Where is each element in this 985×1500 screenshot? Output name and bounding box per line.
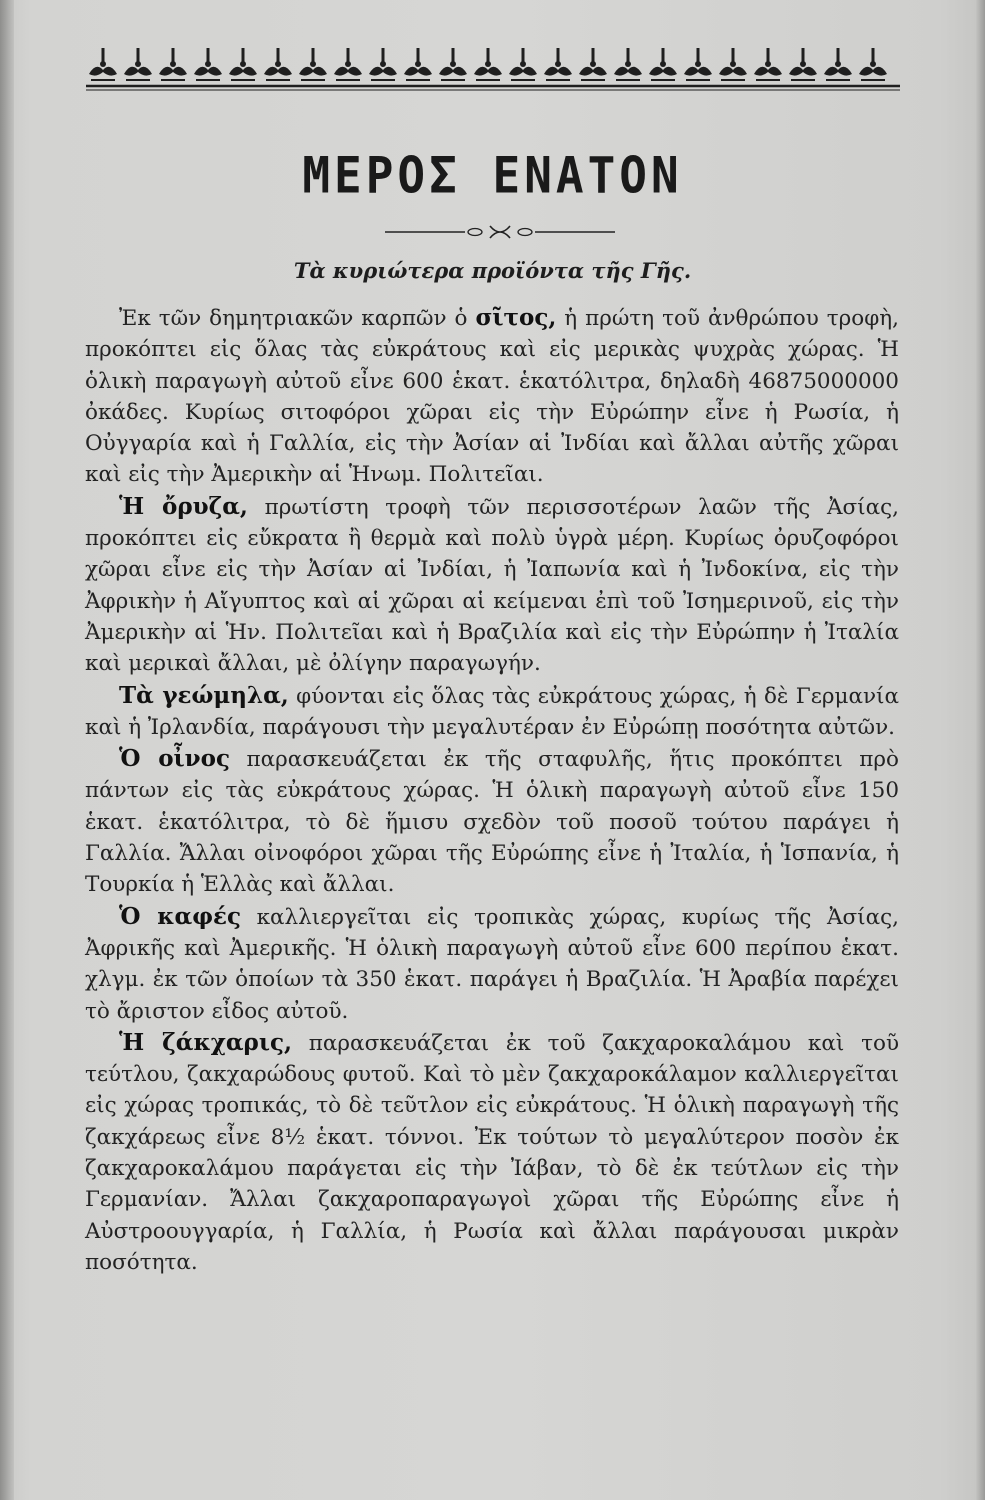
paragraph-keyword: Ἡ ζάκχαρις, (119, 1028, 292, 1056)
paragraph-text: παρασκευάζεται ἐκ τῆς σταφυλῆς, ἥτις προκόπτει πρὸ πάντων εἰς τὰς εὐκράτους χώρας. Ἡ ὁλικὴ παραγωγὴ αὐτοῦ εἶνε 150 ἑκατ. ἑκατόλιτρα, τὸ δὲ ἥμισυ σχεδὸν τοῦ ποσοῦ τούτου παράγει ἡ Γαλλία. Ἄλλαι οἰνοφόροι χῶραι τῆς Εὐρώπης εἶνε ἡ Ἰταλία, ἡ Ἱσπανία, ἡ Τουρκία ἡ Ἑλλὰς καὶ ἄλλαι. (85, 747, 899, 898)
paragraph-coffee (85, 901, 899, 1027)
chapter-title: ΜΕΡΟΣ ΕΝΑΤΟΝ (302, 145, 683, 205)
paragraph-rice (85, 491, 899, 680)
title-divider-ornament (385, 222, 615, 242)
paragraph-text: παρασκευάζεται ἐκ τοῦ ζακχαροκαλάμου καὶ τοῦ τεύτλου, ζακχαρώδους φυτοῦ. Καὶ τὸ μὲν ζακχαροκάλαμον καλλιεργεῖται εἰς χώρας τροπικάς, τὸ δὲ τεῦτλον εἰς εὐκράτους. Ἡ ὁλικὴ παραγωγὴ τῆς ζακχάρεως εἶνε 8½ ἑκατ. τόννοι. Ἐκ τούτων τὸ μεγαλύτερον ποσὸν ἐκ ζακχαροκαλάμου παράγεται εἰς τὴν Ἰάβαν, τὸ δὲ ἐκ τεύτλων εἰς τὴν Γερμανίαν. Ἄλλαι ζακχαροπαραγωγοὶ χῶραι τῆς Εὐρώπης εἶνε ἡ Αὐστροουγγαρία, ἡ Γαλλία, ἡ Ρωσία καὶ ἄλλαι παράγουσαι μικρὰν ποσότητα. (85, 1030, 900, 1275)
paragraph-keyword: Ἡ ὄρυζα, (119, 492, 248, 520)
section-subtitle: Τὰ κυριώτερα προϊόντα τῆς Γῆς. (293, 258, 692, 283)
paragraph-text: φύονται εἰς ὅλας τὰς εὐκράτους χώρας, ἡ δὲ Γερμανία καὶ ἡ Ἰρλανδία, παράγουσι τὴν μεγαλυτέραν ἐν Εὐρώπῃ ποσότητα αὐτῶν. (85, 683, 899, 740)
paragraph-potatoes (85, 680, 899, 744)
paragraph-keyword: Τὰ γεώμηλα, (119, 681, 289, 709)
page-edge-shadow (975, 0, 985, 1500)
header-ornament-border (86, 42, 900, 92)
paragraph-text: πρωτίστη τροφὴ τῶν περισσοτέρων λαῶν τῆς Ἀσίας, προκόπτει εἰς εὔκρατα ἢ θερμὰ καὶ πολὺ ὑγρὰ μέρη. Κυρίως ὀρυζοφόροι χῶραι εἶνε εἰς τὴν Ἀσίαν αἱ Ἰνδίαι, ἡ Ἰαπωνία καὶ ἡ Ἰνδοκίνα, εἰς τὴν Ἀφρικὴν ἡ Αἴγυπτος καὶ αἱ χῶραι αἱ κείμεναι ἐπὶ τοῦ Ἰσημερινοῦ, εἰς τὴν Ἀμερικὴν αἱ Ἡν. Πολιτεῖαι καὶ ἡ Βραζιλία καὶ εἰς τὴν Εὐρώπην ἡ Ἰταλία καὶ μερικαὶ ἄλλαι, μὲ ὀλίγην παραγωγήν. (85, 494, 899, 677)
paragraph-keyword: σῖτος, (475, 304, 557, 331)
paragraph-keyword: Ὁ καφές (119, 902, 241, 930)
paragraph-sugar (85, 1027, 899, 1278)
paragraph-wine (85, 743, 899, 900)
page-spine-shadow (0, 0, 14, 1500)
body-text (85, 302, 899, 1278)
paragraph-lead-text: Ἐκ τῶν δημητριακῶν καρπῶν ὁ (119, 306, 476, 331)
paragraph-text: καλλιεργεῖται εἰς τροπικὰς χώρας, κυρίως τῆς Ἀσίας, Ἀφρικῆς καὶ Ἀμερικῆς. Ἡ ὁλικὴ παραγωγὴ αὐτοῦ εἶνε 600 περίπου ἑκατ. χλγμ. ἐκ τῶν ὁποίων τὰ 350 ἑκατ. παράγει ἡ Βραζιλία. Ἡ Ἀραβία παρέχει τὸ ἄριστον εἶδος αὐτοῦ. (85, 904, 899, 1024)
paragraph-wheat (85, 302, 899, 491)
ornament-row (89, 48, 887, 80)
paragraph-keyword: Ὁ οἶνος (119, 745, 230, 773)
paragraph-text: ἡ πρώτη τοῦ ἀνθρώπου τροφὴ, προκόπτει εἰς ὅλας τὰς εὐκράτους καὶ εἰς μερικὰς ψυχρὰς χώρας. Ἡ ὁλικὴ παραγωγὴ αὐτοῦ εἶνε 600 ἑκατ. ἑκατόλιτρα, δηλαδὴ 46875000000 ὀκάδες. Κυρίως σιτοφόροι χῶραι εἰς τὴν Εὐρώπην εἶνε ἡ Ρωσία, ἡ Οὐγγαρία καὶ ἡ Γαλλία, εἰς τὴν Ἀσίαν αἱ Ἰνδίαι καὶ ἄλλαι αὐτῆς χῶραι καὶ εἰς τὴν Ἀμερικὴν αἱ Ἡνωμ. Πολιτεῖαι. (85, 306, 900, 488)
